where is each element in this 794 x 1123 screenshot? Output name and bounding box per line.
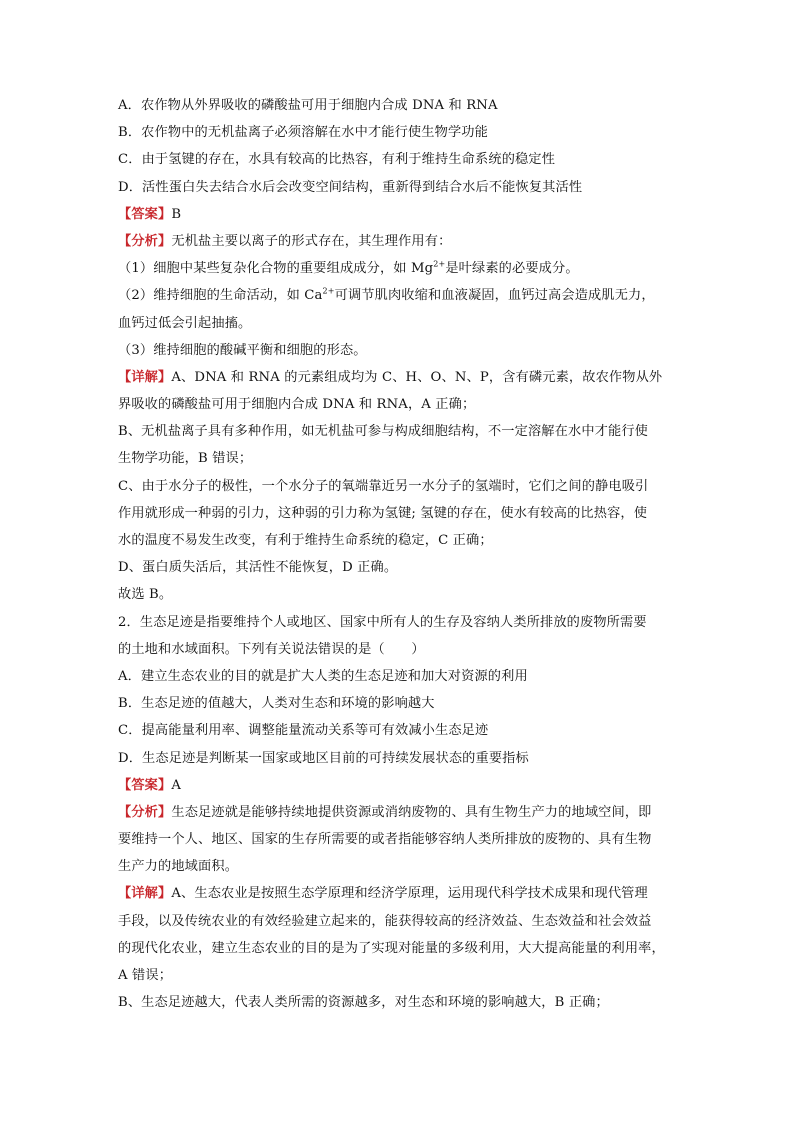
q1-detail-b-2: 生物学功能，B 错误； bbox=[118, 451, 253, 467]
q2-answer bbox=[118, 772, 688, 799]
q2-detail-a-4: A 错误； bbox=[118, 968, 173, 983]
answer-tag: 【答案】 bbox=[118, 206, 172, 222]
q1-option-d: D．活性蛋白失去结合水后会改变空间结构，重新得到结合水后不能恢复其活性 bbox=[118, 179, 583, 195]
q1-detail-c-3: 水的温度不易发生改变，有利于维持生命系统的稳定，C 正确； bbox=[118, 533, 493, 548]
q2-option-c: C．提高能量利用率、调整能量流动关系等可有效减小生态足迹 bbox=[118, 723, 489, 739]
q2-stem-2: 的土地和水域面积。下列有关说法错误的是（ ） bbox=[118, 641, 425, 657]
q1-detail-b-1: B、无机盐离子具有多种作用，如无机盐可参与构成细胞结构，不一定溶解在水中才能行使 bbox=[118, 424, 648, 440]
q2-option-d: D．生态足迹是判断某一国家或地区目前的可持续发展状态的重要指标 bbox=[118, 750, 529, 766]
q2-analysis-3: 生产力的地域面积。 bbox=[118, 859, 239, 875]
q1-analysis-3: （3）维持细胞的酸碱平衡和细胞的形态。 bbox=[118, 342, 367, 358]
q1-option-a: A．农作物从外界吸收的磷酸盐可用于细胞内合成 DNA 和 RNA bbox=[118, 98, 498, 113]
q2-detail-a-2: 手段，以及传统农业的有效经验建立起来的，能获得较高的经济效益、生态效益和社会效益 bbox=[118, 913, 652, 929]
q1-option-b: B．农作物中的无机盐离子必须溶解在水中才能行使生物学功能 bbox=[118, 125, 488, 141]
q2-detail-a-3: 的现代化农业，建立生态农业的目的是为了实现对能量的多级利用，大大提高能量的利用率， bbox=[118, 940, 665, 956]
q1-analysis-1: （1）细胞中某些复杂化合物的重要组成成分，如 $Mg^{2+}$是叶绿素的必要成分。 bbox=[118, 259, 579, 277]
q2-stem-1: 2．生态足迹是指要维持个人或地区、国家中所有人的生存及容纳人类所排放的废物所需要 bbox=[118, 614, 647, 630]
q2-detail-b: B、生态足迹越大，代表人类所需的资源越多，对生态和环境的影响越大，B 正确； bbox=[118, 995, 609, 1011]
q2-option-b: B．生态足迹的值越大，人类对生态和环境的影响越大 bbox=[118, 696, 435, 712]
q1-detail-a-2: 界吸收的磷酸盐可用于细胞内合成 DNA 和 RNA，A 正确； bbox=[118, 397, 476, 413]
q2-detail-a-1: 【详解】A、生态农业是按照生态学原理和经济学原理，运用现代科学技术成果和现代管理 bbox=[118, 886, 648, 902]
q2-analysis-1: 【分析】生态足迹就是能够持续地提供资源或消纳废物的、具有生物生产力的地域空间，即 bbox=[118, 804, 652, 820]
q1-analysis-2-cont: 血钙过低会引起抽搐。 bbox=[118, 315, 252, 331]
q2-analysis-2: 要维持一个人、地区、国家的生存所需要的或者指能够容纳人类所排放的废物的、具有生物 bbox=[118, 832, 652, 848]
detail-tag: 【详解】 bbox=[118, 369, 172, 385]
answer-tag: 【答案】 bbox=[118, 777, 172, 793]
q1-detail-c-1: C、由于水分子的极性，一个水分子的氧端靠近另一水分子的氢端时，它们之间的静电吸引 bbox=[118, 478, 649, 494]
q2-option-a: A．建立生态农业的目的就是扩大人类的生态足迹和加大对资源的利用 bbox=[118, 668, 528, 684]
analysis-tag: 【分析】 bbox=[118, 804, 172, 820]
q1-analysis-lead: 【分析】无机盐主要以离子的形式存在，其生理作用有： bbox=[118, 233, 452, 249]
q1-answer bbox=[118, 201, 688, 228]
analysis-tag: 【分析】 bbox=[118, 233, 172, 249]
document-page bbox=[118, 92, 688, 1016]
answer-value: A bbox=[171, 777, 182, 793]
q1-analysis-2: （2）维持细胞的生命活动，如 $Ca^{2+}$可调节肌肉收缩和血液凝固，血钙过高会造成肌无力， bbox=[118, 286, 655, 304]
q1-detail-d: D、蛋白质失活后，其活性不能恢复，D 正确。 bbox=[118, 560, 398, 576]
q1-option-c: C．由于氢键的存在，水具有较高的比热容，有利于维持生命系统的稳定性 bbox=[118, 152, 556, 168]
q1-detail-c-2: 作用就形成一种弱的引力，这种弱的引力称为氢键; 氢键的存在，使水有较高的比热容，使 bbox=[118, 505, 648, 521]
detail-tag: 【详解】 bbox=[118, 886, 172, 902]
answer-value: B bbox=[171, 206, 182, 222]
q1-detail-a-1: 【详解】A、DNA 和 RNA 的元素组成均为 C、H、O、N、P，含有磷元素，故农作物从外 bbox=[118, 369, 663, 385]
q1-conclusion: 故选 B。 bbox=[118, 587, 173, 603]
